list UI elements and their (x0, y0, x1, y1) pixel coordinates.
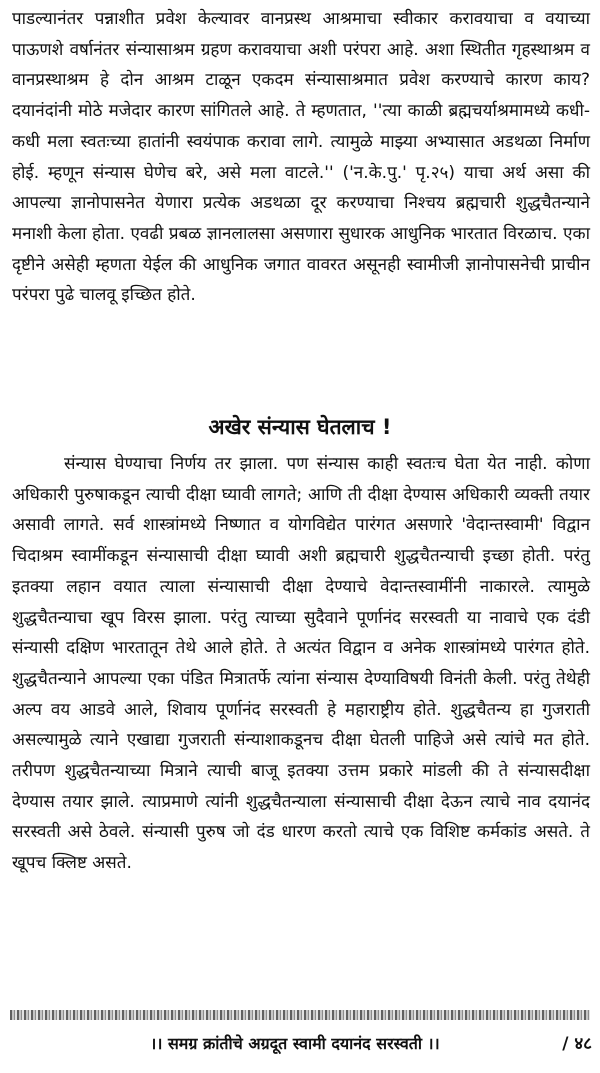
section-heading: अखेर संन्यास घेतलाच ! (208, 415, 392, 439)
page-number: / ४८ (562, 1034, 592, 1054)
footer-book-title: ।। समग्र क्रांतीचे अग्रदूत स्वामी दयानंद सरस्वती ।। (150, 1034, 440, 1053)
footer-divider (10, 1010, 590, 1020)
body-paragraph-2: संन्यास घेण्याचा निर्णय तर झाला. पण संन्यास काही स्वतःच घेता येत नाही. कोणा अधिकारी पुरुषाकडून त्याची दीक्षा घ्यावी लागते; आणि ती दीक्षा देण्यास अधिकारी व्यक्ती तयार असावी लागते. सर्व शास्त्रांमध्ये निष्णात व योगविद्येत पारंगत असणारे 'वेदान्तस्वामी' विद्वान चिदाश्रम स्वामींकडून संन्यासाची दीक्षा घ्यावी अशी ब्रह्मचारी शुद्धचैतन्याची इच्छा होती. परंतु इतक्या लहान वयात त्याला संन्यासाची दीक्षा देण्याचे वेदान्तस्वामींनी नाकारले. त्यामुळे शुद्धचैतन्याचा खूप विरस झाला. परंतु त्याच्या सुदैवाने पूर्णानंद सरस्वती या नावाचे एक दंडी संन्यासी दक्षिण भारतातून तेथे आले होते. ते अत्यंत विद्वान व अनेक शास्त्रांमध्ये पारंगत होते. शुद्धचैतन्याने आपल्या एका पंडित मित्रातर्फे त्यांना संन्यास देण्याविषयी विनंती केली. परंतु तेथेही अल्प वय आडवे आले, शिवाय पूर्णानंद सरस्वती हे महाराष्ट्रीय होते. शुद्धचैतन्य हा गुजराती असल्यामुळे त्याने एखाद्या गुजराती संन्याशाकडूनच दीक्षा घेतली पाहिजे असे त्यांचे मत होते. तरीपण शुद्धचैतन्याच्या मित्राने त्याची बाजू इतक्या उत्तम प्रकारे मांडली की ते संन्यासदीक्षा देण्यास तयार झाले. त्याप्रमाणे त्यांनी शुद्धचैतन्याला संन्यासाची दीक्षा देऊन त्याचे नाव दयानंद सरस्वती असे ठेवले. संन्यासी पुरुष जो दंड धारण करतो त्याचे एक विशिष्ट कर्मकांड असते. ते खूपच क्लिष्ट असते. (12, 454, 590, 874)
body-paragraph-1: पाडल्यानंतर पन्नाशीत प्रवेश केल्यावर वानप्रस्थ आश्रमाचा स्वीकार करावयाचा व वयाच्या पाऊणशे वर्षानंतर संन्यासाश्रम ग्रहण करावयाचा अशी परंपरा आहे. अशा स्थितीत गृहस्थाश्रम व वानप्रस्थाश्रम हे दोन आश्रम टाळून एकदम संन्यासाश्रमात प्रवेश करण्याचे कारण काय? दयानंदांनी मोठे मजेदार कारण सांगितले आहे. ते म्हणतात, ''त्या काळी ब्रह्मचर्याश्रमामध्ये कधी-कधी मला स्वतःच्या हातांनी स्वयंपाक करावा लागे. त्यामुळे माझ्या अभ्यासात अडथळा निर्माण होई. म्हणून संन्यास घेणेच बरे, असे मला वाटले.'' ('न.के.पु.' पृ.२५) याचा अर्थ असा की आपल्या ज्ञानोपासनेत येणारा प्रत्येक अडथळा दूर करण्याचा निश्चय ब्रह्मचारी शुद्धचैतन्याने मनाशी केला होता. एवढी प्रबळ ज्ञानलालसा असणारा सुधारक आधुनिक भारतात विरळाच. एका दृष्टीने असेही म्हणता येईल की आधुनिक जगात वावरत असूनही स्वामीजी ज्ञानोपासनेची प्राचीन परंपरा पुढे चालवू इच्छित होते. (12, 9, 590, 306)
